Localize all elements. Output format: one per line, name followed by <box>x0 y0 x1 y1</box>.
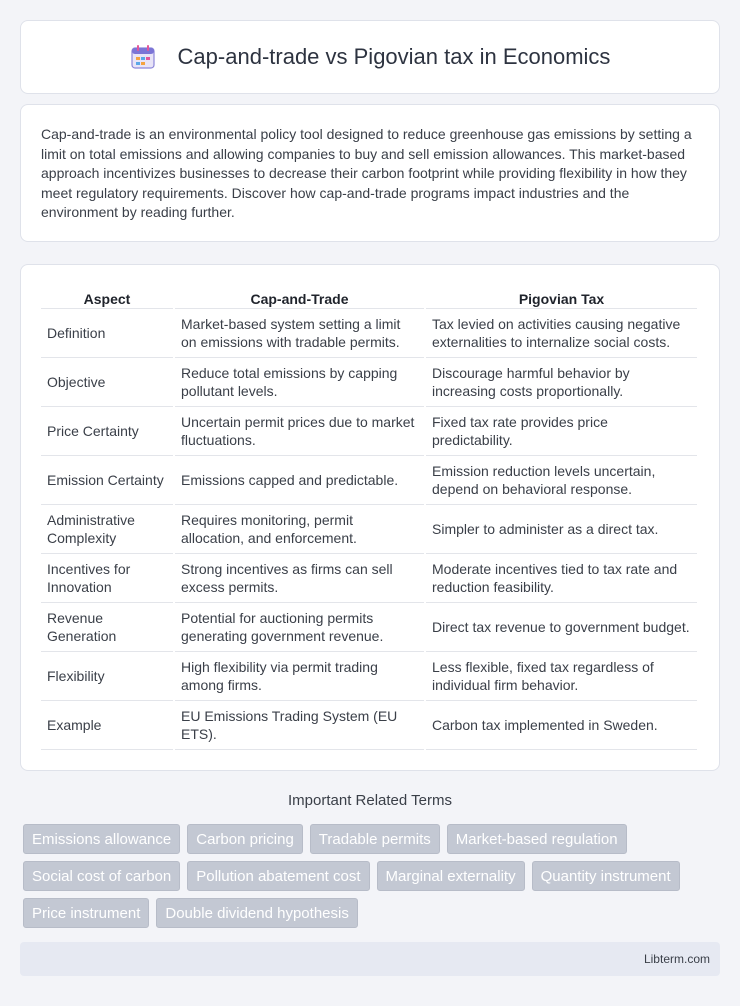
related-term-tag[interactable]: Market-based regulation <box>447 824 627 854</box>
pigovian-tax-cell: Fixed tax rate provides price predictability. <box>426 407 697 456</box>
pigovian-tax-cell: Direct tax revenue to government budget. <box>426 603 697 652</box>
header-pigovian-tax: Pigovian Tax <box>426 285 697 309</box>
table-row <box>41 407 697 456</box>
header-cap-and-trade: Cap-and-Trade <box>175 285 424 309</box>
table-row <box>41 358 697 407</box>
related-term-tag[interactable]: Social cost of carbon <box>23 861 180 891</box>
related-term-tag[interactable]: Pollution abatement cost <box>187 861 369 891</box>
related-term-tag[interactable]: Tradable permits <box>310 824 440 854</box>
aspect-cell: Incentives for Innovation <box>41 554 173 603</box>
related-term-tag[interactable]: Carbon pricing <box>187 824 303 854</box>
table-header-row <box>41 285 697 309</box>
table-row <box>41 456 697 505</box>
table-row <box>41 603 697 652</box>
related-term-tag[interactable]: Price instrument <box>23 898 149 928</box>
cap-and-trade-cell: High flexibility via permit trading among firms. <box>175 652 424 701</box>
cap-and-trade-cell: Reduce total emissions by capping pollutant levels. <box>175 358 424 407</box>
table-row <box>41 554 697 603</box>
table-row <box>41 701 697 750</box>
aspect-cell: Flexibility <box>41 652 173 701</box>
table-row <box>41 505 697 554</box>
cap-and-trade-cell: Emissions capped and predictable. <box>175 456 424 505</box>
related-terms-title: Important Related Terms <box>288 792 452 809</box>
intro-text: Cap-and-trade is an environmental policy tool designed to reduce greenhouse gas emissions by setting a limit on total emissions and allowing companies to buy and sell emission allowances. This market-based approach incentivizes businesses to decrease their carbon footprint while providing flexibility in how they meet regulatory requirements. Discover how cap-and-trade programs impact industries and the environment by reading further. <box>41 126 692 220</box>
aspect-cell: Objective <box>41 358 173 407</box>
calendar-icon <box>130 44 156 70</box>
cap-and-trade-cell: Uncertain permit prices due to market fluctuations. <box>175 407 424 456</box>
intro-card <box>20 104 720 242</box>
related-term-tag[interactable]: Emissions allowance <box>23 824 180 854</box>
aspect-cell: Administrative Complexity <box>41 505 173 554</box>
comparison-card <box>20 264 720 771</box>
cap-and-trade-cell: EU Emissions Trading System (EU ETS). <box>175 701 424 750</box>
pigovian-tax-cell: Carbon tax implemented in Sweden. <box>426 701 697 750</box>
pigovian-tax-cell: Simpler to administer as a direct tax. <box>426 505 697 554</box>
related-term-tag[interactable]: Marginal externality <box>377 861 525 891</box>
aspect-cell: Revenue Generation <box>41 603 173 652</box>
header-card <box>20 20 720 94</box>
related-term-tag[interactable]: Double dividend hypothesis <box>156 898 357 928</box>
aspect-cell: Definition <box>41 309 173 358</box>
cap-and-trade-cell: Market-based system setting a limit on emissions with tradable permits. <box>175 309 424 358</box>
related-term-tag[interactable]: Quantity instrument <box>532 861 680 891</box>
table-row <box>41 652 697 701</box>
pigovian-tax-cell: Less flexible, fixed tax regardless of individual firm behavior. <box>426 652 697 701</box>
aspect-cell: Price Certainty <box>41 407 173 456</box>
pigovian-tax-cell: Moderate incentives tied to tax rate and reduction feasibility. <box>426 554 697 603</box>
footer <box>20 942 720 976</box>
pigovian-tax-cell: Discourage harmful behavior by increasing costs proportionally. <box>426 358 697 407</box>
cap-and-trade-cell: Potential for auctioning permits generating government revenue. <box>175 603 424 652</box>
pigovian-tax-cell: Tax levied on activities causing negative externalities to internalize social costs. <box>426 309 697 358</box>
pigovian-tax-cell: Emission reduction levels uncertain, depend on behavioral response. <box>426 456 697 505</box>
cap-and-trade-cell: Strong incentives as firms can sell excess permits. <box>175 554 424 603</box>
page-title: Cap-and-trade vs Pigovian tax in Economics <box>177 44 611 69</box>
header-aspect: Aspect <box>41 285 173 309</box>
related-terms-list <box>23 824 723 928</box>
aspect-cell: Emission Certainty <box>41 456 173 505</box>
aspect-cell: Example <box>41 701 173 750</box>
comparison-table <box>39 285 699 750</box>
table-row <box>41 309 697 358</box>
footer-site[interactable]: Libterm.com <box>643 952 710 966</box>
cap-and-trade-cell: Requires monitoring, permit allocation, and enforcement. <box>175 505 424 554</box>
